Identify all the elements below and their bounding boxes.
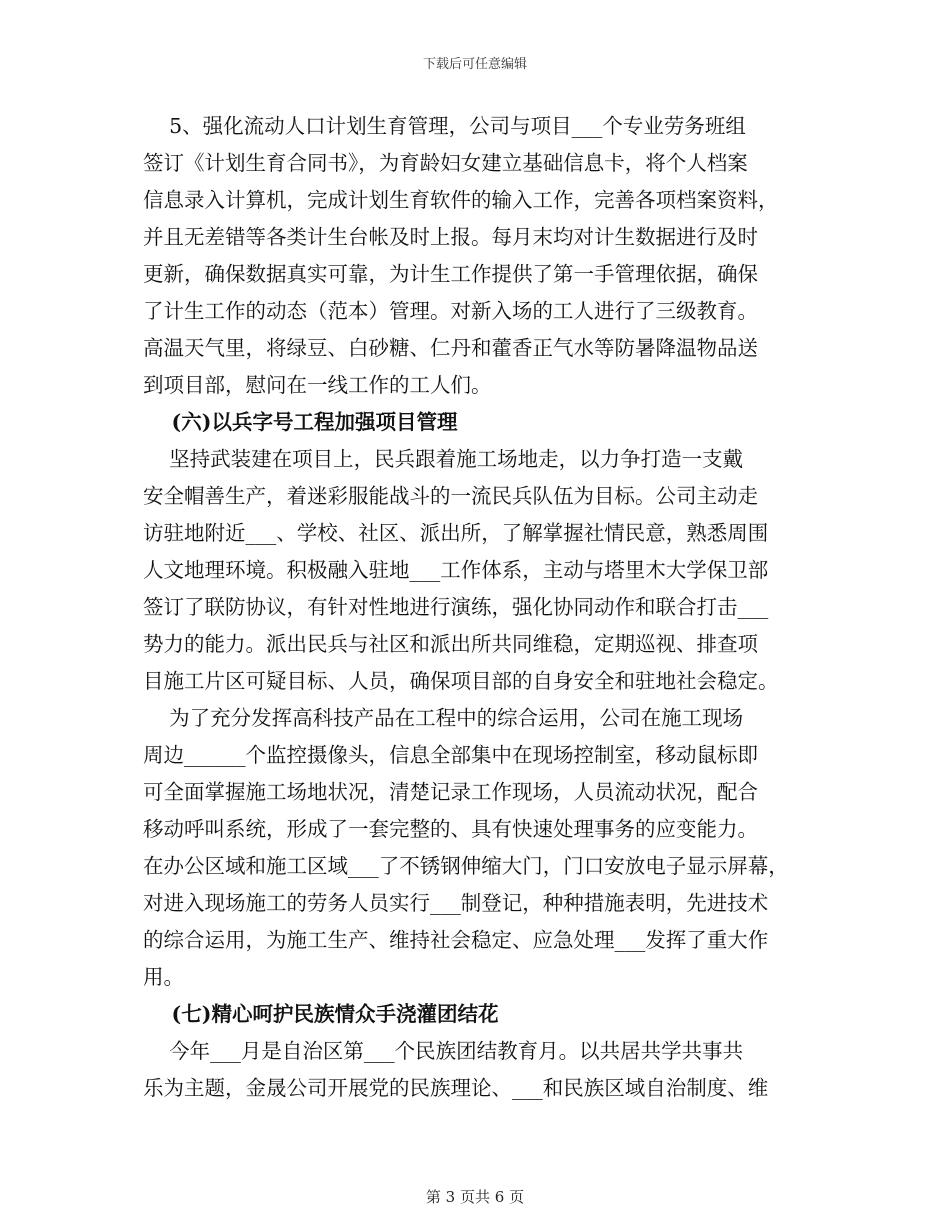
section-heading: (六)以兵字号工程加强项目管理	[143, 410, 458, 434]
paragraph-line: 周边______个监控摄像头，信息全部集中在现场控制室，移动鼠标即	[143, 743, 758, 767]
paragraph-line: 移动呼叫系统，形成了一套完整的、具有快速处理事务的应变能力。	[143, 817, 758, 841]
section-heading: (七)精心呵护民族情众手浇灌团结花	[143, 1002, 499, 1026]
paragraph-line: 的综合运用，为施工生产、维持社会稳定、应急处理___发挥了重大作	[143, 928, 769, 952]
paragraph-line: 签订《计划生育合同书》，为育龄妇女建立基础信息卡，将个人档案	[143, 151, 748, 175]
paragraph-line: 可全面掌握施工场地状况，清楚记录工作现场，人员流动状况，配合	[143, 780, 758, 804]
paragraph-line: 乐为主题，金晟公司开展党的民族理论、___和民族区域自治制度、维	[143, 1076, 769, 1100]
page-footer: 第 3 页共 6 页	[425, 1188, 525, 1206]
paragraph-line: 目施工片区可疑目标、人员，确保项目部的自身安全和驻地社会稳定。	[143, 669, 779, 693]
paragraph-line: 势力的能力。派出民兵与社区和派出所共同维稳，定期巡视、排查项	[143, 632, 758, 656]
page-header: 下载后可任意编辑	[422, 57, 527, 72]
paragraph-line: 人文地理环境。积极融入驻地___工作体系，主动与塔里木大学保卫部	[143, 558, 769, 582]
paragraph-line: 安全帽善生产，着迷彩服能战斗的一流民兵队伍为目标。公司主动走	[143, 484, 758, 508]
document-body	[143, 108, 811, 1107]
paragraph-line: 了计生工作的动态（范本）管理。对新入场的工人进行了三级教育。	[143, 299, 758, 323]
paragraph-line: 今年___月是自治区第___个民族团结教育月。以共居共学共事共	[143, 1039, 744, 1063]
paragraph-line: 坚持武装建在项目上，民兵跟着施工场地走，以力争打造一支戴	[143, 447, 744, 471]
paragraph-line: 用。	[143, 965, 184, 989]
paragraph-line: 信息录入计算机，完成计划生育软件的输入工作，完善各项档案资料，	[143, 188, 779, 212]
paragraph-line: 并且无差错等各类计生台帐及时上报。每月末均对计生数据进行及时	[143, 225, 758, 249]
paragraph-line: 高温天气里，将绿豆、白砂糖、仁丹和藿香正气水等防暑降温物品送	[143, 336, 758, 360]
paragraph-line: 访驻地附近___、学校、社区、派出所，了解掌握社情民意，熟悉周围	[143, 521, 769, 545]
paragraph-line: 5、强化流动人口计划生育管理，公司与项目___个专业劳务班组	[143, 114, 746, 138]
paragraph-line: 更新，确保数据真实可靠，为计生工作提供了第一手管理依据，确保	[143, 262, 758, 286]
paragraph-line: 签订了联防协议，有针对性地进行演练，强化协同动作和联合打击___	[143, 595, 769, 619]
paragraph-line: 到项目部，慰问在一线工作的工人们。	[143, 373, 492, 397]
paragraph-line: 为了充分发挥高科技产品在工程中的综合运用，公司在施工现场	[143, 706, 744, 730]
paragraph-line: 对进入现场施工的劳务人员实行___制登记，种种措施表明，先进技术	[143, 891, 769, 915]
paragraph-line: 在办公区域和施工区域___了不锈钢伸缩大门，门口安放电子显示屏幕，	[143, 854, 789, 878]
